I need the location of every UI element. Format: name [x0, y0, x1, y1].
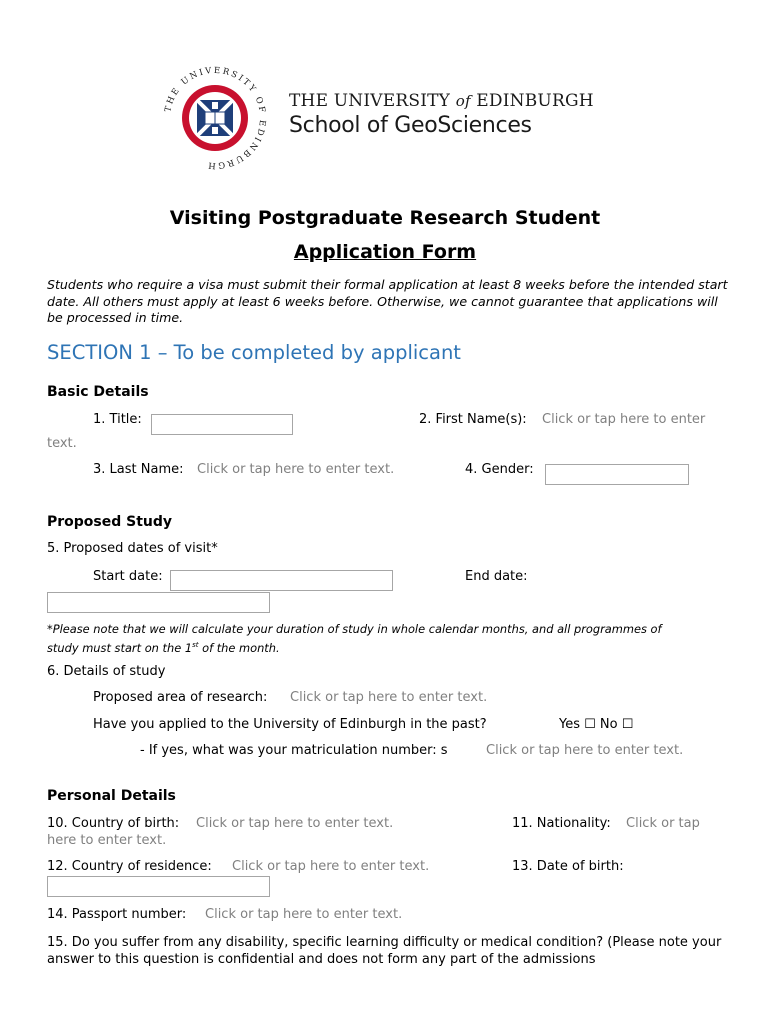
- logo-text-of: of: [455, 92, 471, 110]
- page-title: Visiting Postgraduate Research Student: [169, 207, 601, 229]
- gender-field[interactable]: [545, 464, 689, 485]
- nationality-label: 11. Nationality:: [512, 816, 611, 831]
- logo-university-name: [289, 91, 594, 111]
- proposed-study-heading: Proposed Study: [47, 514, 173, 530]
- nationality-field[interactable]: Click or tap: [626, 816, 700, 831]
- title-field[interactable]: [151, 414, 293, 435]
- duration-note: [47, 622, 687, 656]
- university-crest-icon: [160, 66, 270, 170]
- residence-country-label: 12. Country of residence:: [47, 859, 212, 874]
- disability-question: 15. Do you suffer from any disability, specific learning difficulty or medical condition? (Please note your answer to this question is confidential and does not form any part of the admissions: [47, 935, 722, 967]
- passport-label: 14. Passport number:: [47, 907, 187, 922]
- intro-text: Students who require a visa must submit their formal application at least 8 weeks before the intended start date. All others must apply at least 6 weeks before. Otherwise, we cannot guarantee that applications will be processed in time.: [47, 277, 728, 325]
- passport-field[interactable]: Click or tap here to enter text.: [205, 907, 403, 922]
- applied-before-checkboxes[interactable]: Yes ☐ No ☐: [559, 717, 634, 732]
- page-subtitle: Application Form: [293, 241, 477, 263]
- date-of-birth-label: 13. Date of birth:: [512, 859, 624, 874]
- note-sup: st: [192, 640, 199, 649]
- matriculation-label: - If yes, what was your matriculation number: s: [140, 743, 448, 758]
- gender-label: 4. Gender:: [465, 462, 534, 477]
- date-of-birth-field[interactable]: [47, 876, 270, 897]
- research-area-label: Proposed area of research:: [93, 690, 268, 705]
- start-date-field[interactable]: [170, 570, 393, 591]
- residence-country-field[interactable]: Click or tap here to enter text.: [232, 859, 430, 874]
- end-date-field[interactable]: [47, 592, 270, 613]
- note-text-a: *Please note that we will calculate your duration of study in whole calendar months, and all programmes of study must start on the 1: [47, 622, 662, 655]
- first-name-field-cont[interactable]: text.: [47, 436, 77, 451]
- personal-details-heading: Personal Details: [47, 788, 176, 804]
- study-details-label: 6. Details of study: [47, 664, 166, 679]
- research-area-field[interactable]: Click or tap here to enter text.: [290, 690, 488, 705]
- first-name-field[interactable]: Click or tap here to enter: [542, 412, 706, 427]
- applied-before-label: Have you applied to the University of Edinburgh in the past?: [93, 717, 487, 732]
- logo-text-b: EDINBURGH: [470, 91, 594, 111]
- logo-school-name: School of GeoSciences: [289, 113, 532, 138]
- svg-text:THE UNIVERSITY OF EDINBURGH: THE UNIVERSITY OF EDINBURGH: [163, 66, 268, 170]
- end-date-label: End date:: [465, 569, 528, 584]
- first-name-label: 2. First Name(s):: [419, 412, 527, 427]
- basic-details-heading: Basic Details: [47, 384, 149, 400]
- logo-text-a: THE UNIVERSITY: [289, 91, 456, 111]
- birth-country-label: 10. Country of birth:: [47, 816, 180, 831]
- birth-country-field[interactable]: Click or tap here to enter text.: [196, 816, 394, 831]
- start-date-label: Start date:: [93, 569, 163, 584]
- matriculation-field[interactable]: Click or tap here to enter text.: [486, 743, 684, 758]
- last-name-field[interactable]: Click or tap here to enter text.: [197, 462, 395, 477]
- title-label: 1. Title:: [93, 412, 142, 427]
- nationality-field-cont[interactable]: here to enter text.: [47, 833, 167, 848]
- university-logo: [160, 66, 270, 170]
- note-text-b: of the month.: [198, 640, 280, 655]
- last-name-label: 3. Last Name:: [93, 462, 184, 477]
- section-1-heading: SECTION 1 – To be completed by applicant: [47, 341, 461, 364]
- dates-label: 5. Proposed dates of visit*: [47, 541, 218, 556]
